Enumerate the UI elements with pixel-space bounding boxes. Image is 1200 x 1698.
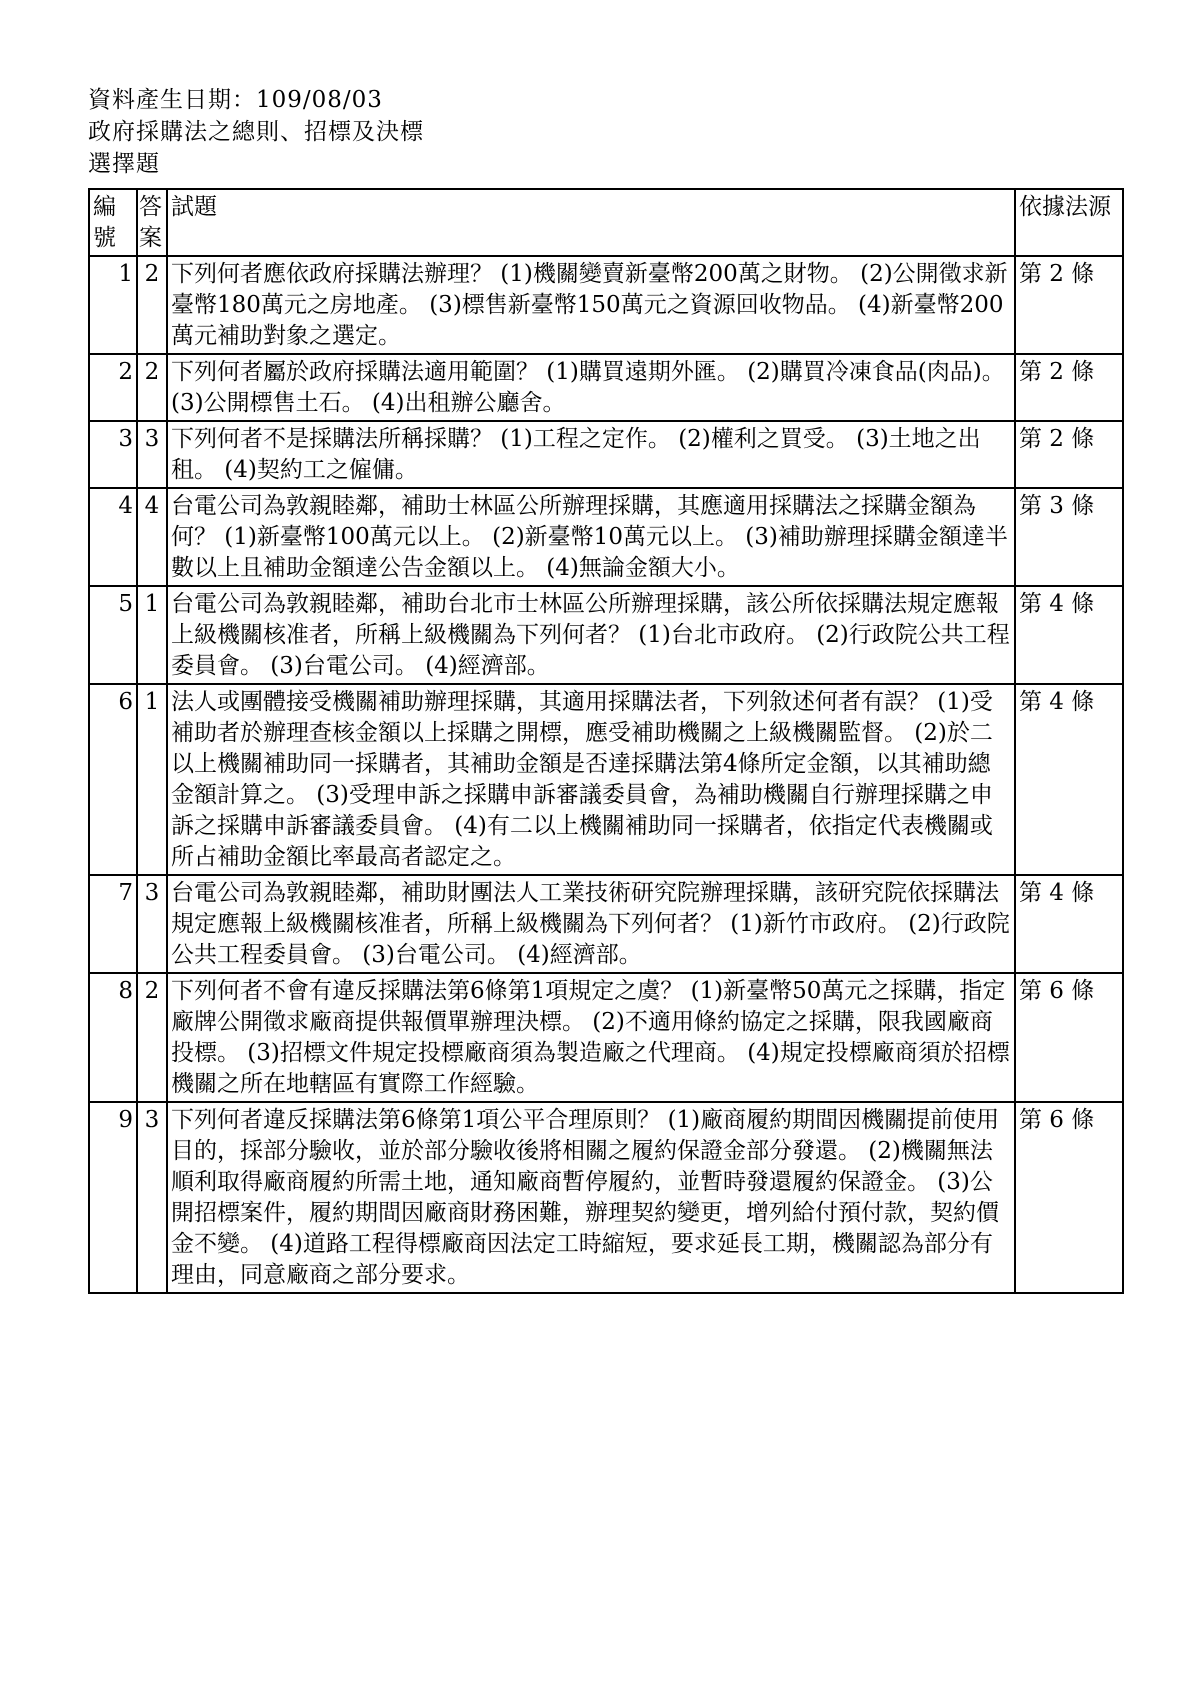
row-answer: 1 [137,586,167,684]
row-number: 4 [89,488,137,586]
row-number: 8 [89,973,137,1102]
table-header-row [89,189,1123,256]
row-answer: 2 [137,256,167,354]
row-source: 第 2 條 [1015,421,1123,488]
row-question: 下列何者屬於政府採購法適用範圍？ (1)購買遠期外匯。 (2)購買冷凍食品(肉品)。 (3)公開標售土石。 (4)出租辦公廳舍。 [167,354,1015,421]
row-source: 第 4 條 [1015,684,1123,875]
generation-date: 資料產生日期：109/08/03 [88,87,383,113]
table-row [89,586,1123,684]
row-question: 台電公司為敦親睦鄰，補助財團法人工業技術研究院辦理採購，該研究院依採購法規定應報上級機關核准者，所稱上級機關為下列何者？ (1)新竹市政府。 (2)行政院公共工程委員會。 (3)台電公司。 (4)經濟部。 [167,875,1015,973]
document-header [88,84,424,180]
row-answer: 2 [137,973,167,1102]
row-answer: 3 [137,1102,167,1293]
header-question: 試題 [167,189,1015,256]
row-number: 3 [89,421,137,488]
row-number: 6 [89,684,137,875]
row-question: 下列何者不是採購法所稱採購？ (1)工程之定作。 (2)權利之買受。 (3)土地之出租。 (4)契約工之僱傭。 [167,421,1015,488]
row-question: 台電公司為敦親睦鄰，補助台北市士林區公所辦理採購，該公所依採購法規定應報上級機關核准者，所稱上級機關為下列何者？ (1)台北市政府。 (2)行政院公共工程委員會。 (3)台電公司。 (4)經濟部。 [167,586,1015,684]
table-row [89,256,1123,354]
row-answer: 4 [137,488,167,586]
subject-title: 政府採購法之總則、招標及決標 [88,119,424,145]
row-source: 第 2 條 [1015,256,1123,354]
header-source: 依據法源 [1015,189,1123,256]
question-type: 選擇題 [88,151,160,177]
table-row [89,421,1123,488]
table-row [89,1102,1123,1293]
row-answer: 2 [137,354,167,421]
row-answer: 1 [137,684,167,875]
row-question: 法人或團體接受機關補助辦理採購，其適用採購法者，下列敘述何者有誤？ (1)受補助者於辦理查核金額以上採購之開標，應受補助機關之上級機關監督。 (2)於二以上機關補助同一採購者，其補助金額是否達採購法第4條所定金額，以其補助總金額計算之。 (3)受理申訴之採購申訴審議委員會，為補助機關自行辦理採購之申訴之採購申訴審議委員會。 (4)有二以上機關補助同一採購者，依指定代表機關或所占補助金額比率最高者認定之。 [167,684,1015,875]
table-row [89,488,1123,586]
row-number: 2 [89,354,137,421]
row-source: 第 6 條 [1015,1102,1123,1293]
question-table [88,188,1124,1294]
header-number: 編 號 [89,189,137,256]
header-answer: 答 案 [137,189,167,256]
table-row [89,973,1123,1102]
row-source: 第 4 條 [1015,586,1123,684]
row-answer: 3 [137,875,167,973]
table-row [89,875,1123,973]
row-question: 下列何者不會有違反採購法第6條第1項規定之虞？ (1)新臺幣50萬元之採購，指定廠牌公開徵求廠商提供報價單辦理決標。 (2)不適用條約協定之採購，限我國廠商投標。 (3)招標文件規定投標廠商須為製造廠之代理商。 (4)規定投標廠商須於招標機關之所在地轄區有實際工作經驗。 [167,973,1015,1102]
row-answer: 3 [137,421,167,488]
row-question: 下列何者違反採購法第6條第1項公平合理原則？ (1)廠商履約期間因機關提前使用目的，採部分驗收，並於部分驗收後將相關之履約保證金部分發還。 (2)機關無法順利取得廠商履約所需土地，通知廠商暫停履約，並暫時發還履約保證金。 (3)公開招標案件，履約期間因廠商財務困難，辦理契約變更，增列給付預付款，契約價金不變。 (4)道路工程得標廠商因法定工時縮短，要求延長工期，機關認為部分有理由，同意廠商之部分要求。 [167,1102,1015,1293]
table-row [89,684,1123,875]
row-source: 第 3 條 [1015,488,1123,586]
row-number: 5 [89,586,137,684]
row-source: 第 4 條 [1015,875,1123,973]
table-row [89,354,1123,421]
row-number: 7 [89,875,137,973]
row-question: 下列何者應依政府採購法辦理？ (1)機關變賣新臺幣200萬之財物。 (2)公開徵求新臺幣180萬元之房地產。 (3)標售新臺幣150萬元之資源回收物品。 (4)新臺幣200萬元補助對象之選定。 [167,256,1015,354]
row-source: 第 6 條 [1015,973,1123,1102]
row-number: 9 [89,1102,137,1293]
row-number: 1 [89,256,137,354]
row-question: 台電公司為敦親睦鄰，補助士林區公所辦理採購，其應適用採購法之採購金額為何？ (1)新臺幣100萬元以上。 (2)新臺幣10萬元以上。 (3)補助辦理採購金額達半數以上且補助金額達公告金額以上。 (4)無論金額大小。 [167,488,1015,586]
row-source: 第 2 條 [1015,354,1123,421]
